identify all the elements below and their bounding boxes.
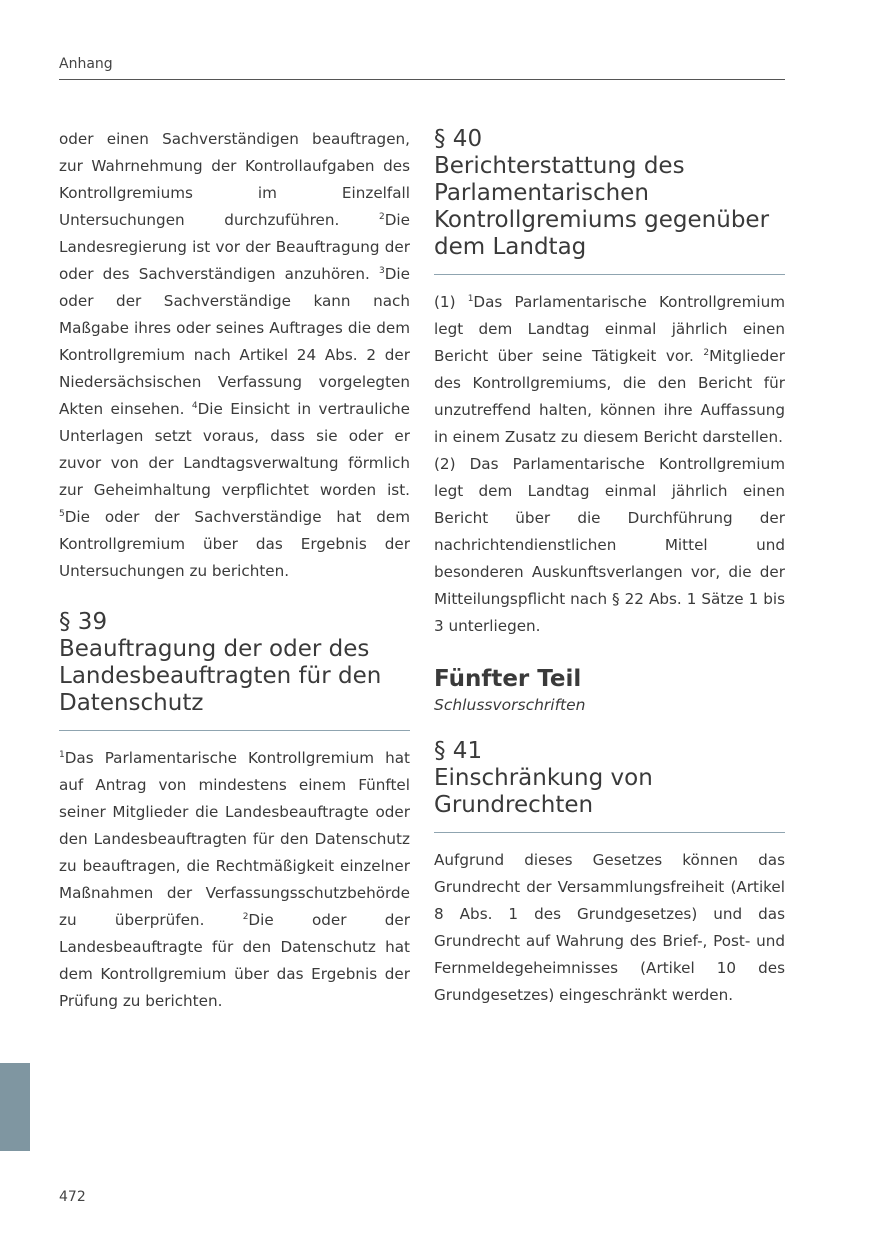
page-number: 472 <box>59 1189 86 1205</box>
part-subtitle: Schlussvorschriften <box>434 696 586 714</box>
chapter-tab-marker <box>0 1063 30 1151</box>
section-40-paragraph-2: (2) Das Parlamentarische Kontrollgremium legt dem Landtag einmal jährlich einen Bericht über die Durchführung der nachrichtendienstlichen Mittel und besonderen Auskunftsverlangen vor, die der Mitteilungspflicht nach § 22 Abs. 1 Sätze 1 bis 3 unterliegen. <box>434 455 785 635</box>
section-number: § 39 <box>59 609 108 635</box>
header-rule <box>59 79 785 80</box>
section-title: Beauftragung der oder des Landesbeauftragten für den Datenschutz <box>59 636 382 716</box>
section-40 <box>434 126 785 640</box>
section-number: § 41 <box>434 738 483 764</box>
section-40-paragraph-1: (1) $^1$Das Parlamentarische Kontrollgremium legt dem Landtag einmal jährlich einen Bericht über seine Tätigkeit vor. $^2$Mitglieder des Kontrollgremiums, die den Bericht für unzutreffend halten, können ihre Auffassung in einem Zusatz zu diesem Bericht darstellen. <box>434 293 785 446</box>
section-41-paragraph: Aufgrund dieses Gesetzes können das Grundrecht der Versammlungsfreiheit (Artikel 8 Abs. 1 des Grundgesetzes) und das Grundrecht auf Wahrung des Brief-, Post- und Fernmeldegeheimnisses (Artikel 10 des Grundgesetzes) eingeschränkt werden. <box>434 851 785 1004</box>
section-rule <box>434 274 785 275</box>
section-number: § 40 <box>434 126 483 152</box>
section-39-paragraph: $^1$Das Parlamentarische Kontrollgremium hat auf Antrag von mindestens einem Fünftel seiner Mitglieder die Landesbeauftragte oder den Landesbeauftragten für den Datenschutz zu beauftragen, die Rechtmäßigkeit einzelner Maßnahmen der Verfassungsschutzbehörde zu überprüfen. $^2$Die oder der Landesbeauftragte für den Datenschutz hat dem Kontrollgremium über das Ergebnis der Prüfung zu berichten. <box>59 749 410 1010</box>
section-39 <box>59 609 410 1015</box>
running-head: Anhang <box>59 56 113 72</box>
part-five-heading <box>434 664 785 716</box>
right-column <box>434 126 785 1009</box>
section-title: Berichterstattung des Parlamentarischen Kontrollgremiums gegenüber dem Landtag <box>434 153 770 260</box>
part-title: Fünfter Teil <box>434 666 582 692</box>
section-title: Einschränkung von Grundrechten <box>434 765 653 818</box>
section-rule <box>59 730 410 731</box>
section-41 <box>434 738 785 1009</box>
left-column <box>59 126 410 1015</box>
section-rule <box>434 832 785 833</box>
continuation-paragraph: oder einen Sachverständigen beauftragen, zur Wahrnehmung der Kontrollaufgaben des Kontrollgremiums im Einzelfall Untersuchungen durchzuführen. $^2$Die Landesregierung ist vor der Beauftragung der oder des Sachverständigen anzuhören. $^3$Die oder der Sachverständige kann nach Maßgabe ihres oder seines Auftrages die dem Kontrollgremium nach Artikel 24 Abs. 2 der Niedersächsischen Verfassung vorgelegten Akten einsehen. $^4$Die Einsicht in vertrauliche Unterlagen setzt voraus, dass sie oder er zuvor von der Landtagsverwaltung förmlich zur Geheimhaltung verpflichtet worden ist. $^5$Die oder der Sachverständige hat dem Kontrollgremium über das Ergebnis der Untersuchungen zu berichten. <box>59 130 410 580</box>
